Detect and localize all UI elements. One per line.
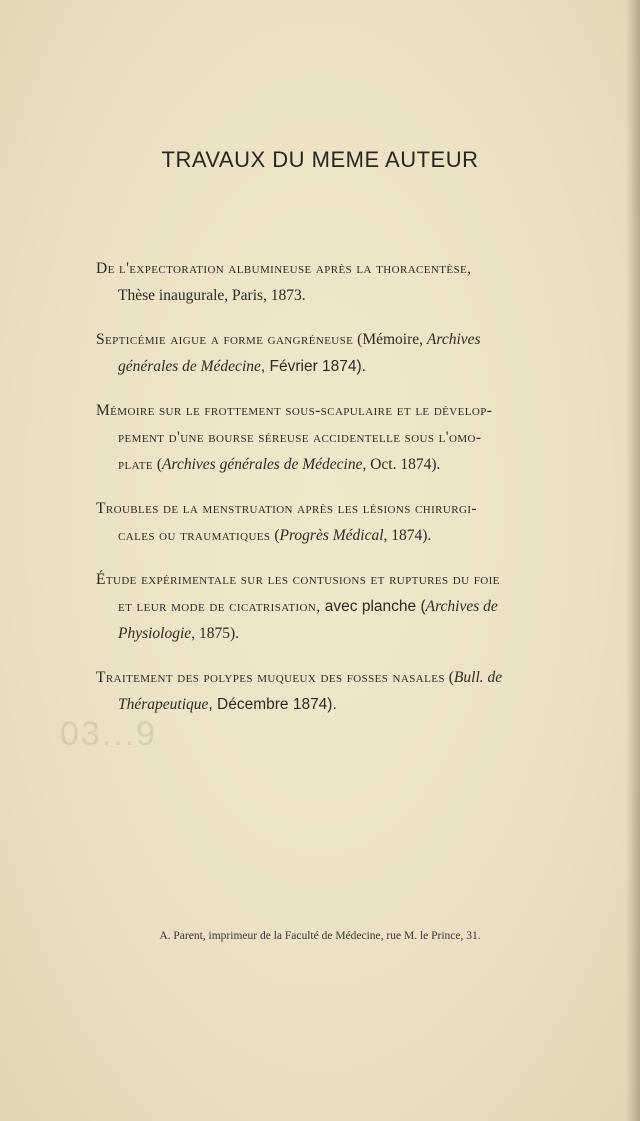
entry-heading-cont: pement d'une bourse séreuse accidentelle sous l'omo- — [118, 429, 482, 446]
entry-heading-cont: plate — [118, 456, 153, 473]
entry-journal: Archives — [426, 331, 481, 348]
list-item — [96, 326, 592, 380]
entry-detail: avec planche ( — [320, 598, 426, 615]
entry-detail: ( — [270, 527, 280, 544]
entry-heading-cont: cales ou traumatiques — [118, 527, 271, 544]
list-item — [96, 566, 592, 647]
entry-journal: générales de Médecine — [118, 358, 261, 375]
list-item — [96, 397, 592, 478]
entry-journal: Physiologie — [118, 625, 192, 642]
entry-date: , Février 1874). — [260, 358, 366, 375]
entry-detail: ( — [444, 669, 454, 686]
entry-heading: Troubles de la menstruation après les lésions chirurgi- — [96, 500, 477, 517]
entry-journal: Bull. de — [453, 669, 503, 686]
entry-journal: Progrès Médical — [279, 527, 384, 544]
works-list — [96, 255, 592, 735]
entry-heading: Septicémie aigue a forme gangréneuse — [96, 331, 354, 348]
list-item — [96, 495, 592, 549]
list-item — [96, 255, 592, 309]
entry-heading: Traitement des polypes muqueux des fosses nasales — [96, 669, 445, 686]
entry-detail: ( — [153, 456, 163, 473]
entry-heading: Étude expérimentale sur les contusions et ruptures du foie — [96, 571, 500, 588]
entry-date: , 1874). — [383, 527, 432, 544]
entry-journal: Archives de — [425, 598, 498, 615]
entry-journal: Thérapeutique — [118, 696, 209, 713]
entry-detail: (Mémoire, — [353, 331, 427, 348]
entry-heading-cont: et leur mode de cicatrisation, — [118, 598, 321, 615]
list-item — [96, 664, 592, 718]
entry-journal: Archives générales de Médecine — [162, 456, 363, 473]
page-title: TRAVAUX DU MEME AUTEUR — [161, 147, 479, 172]
entry-heading: Mémoire sur le frottement sous-scapulaire et le dévelop- — [96, 402, 493, 419]
entry-heading: De l'expectoration albumineuse après la thoracentèse, — [96, 260, 472, 277]
entry-date: , 1875). — [191, 625, 239, 642]
entry-date: , Décembre 1874). — [208, 696, 337, 713]
printer-imprint: A. Parent, imprimeur de la Faculté de Médecine, rue M. le Prince, 31. — [159, 930, 481, 942]
entry-date: , Oct. 1874). — [362, 456, 441, 473]
entry-detail: Thèse inaugurale, Paris, 1873. — [118, 287, 306, 304]
faded-library-stamp: 03...9 — [60, 715, 158, 753]
